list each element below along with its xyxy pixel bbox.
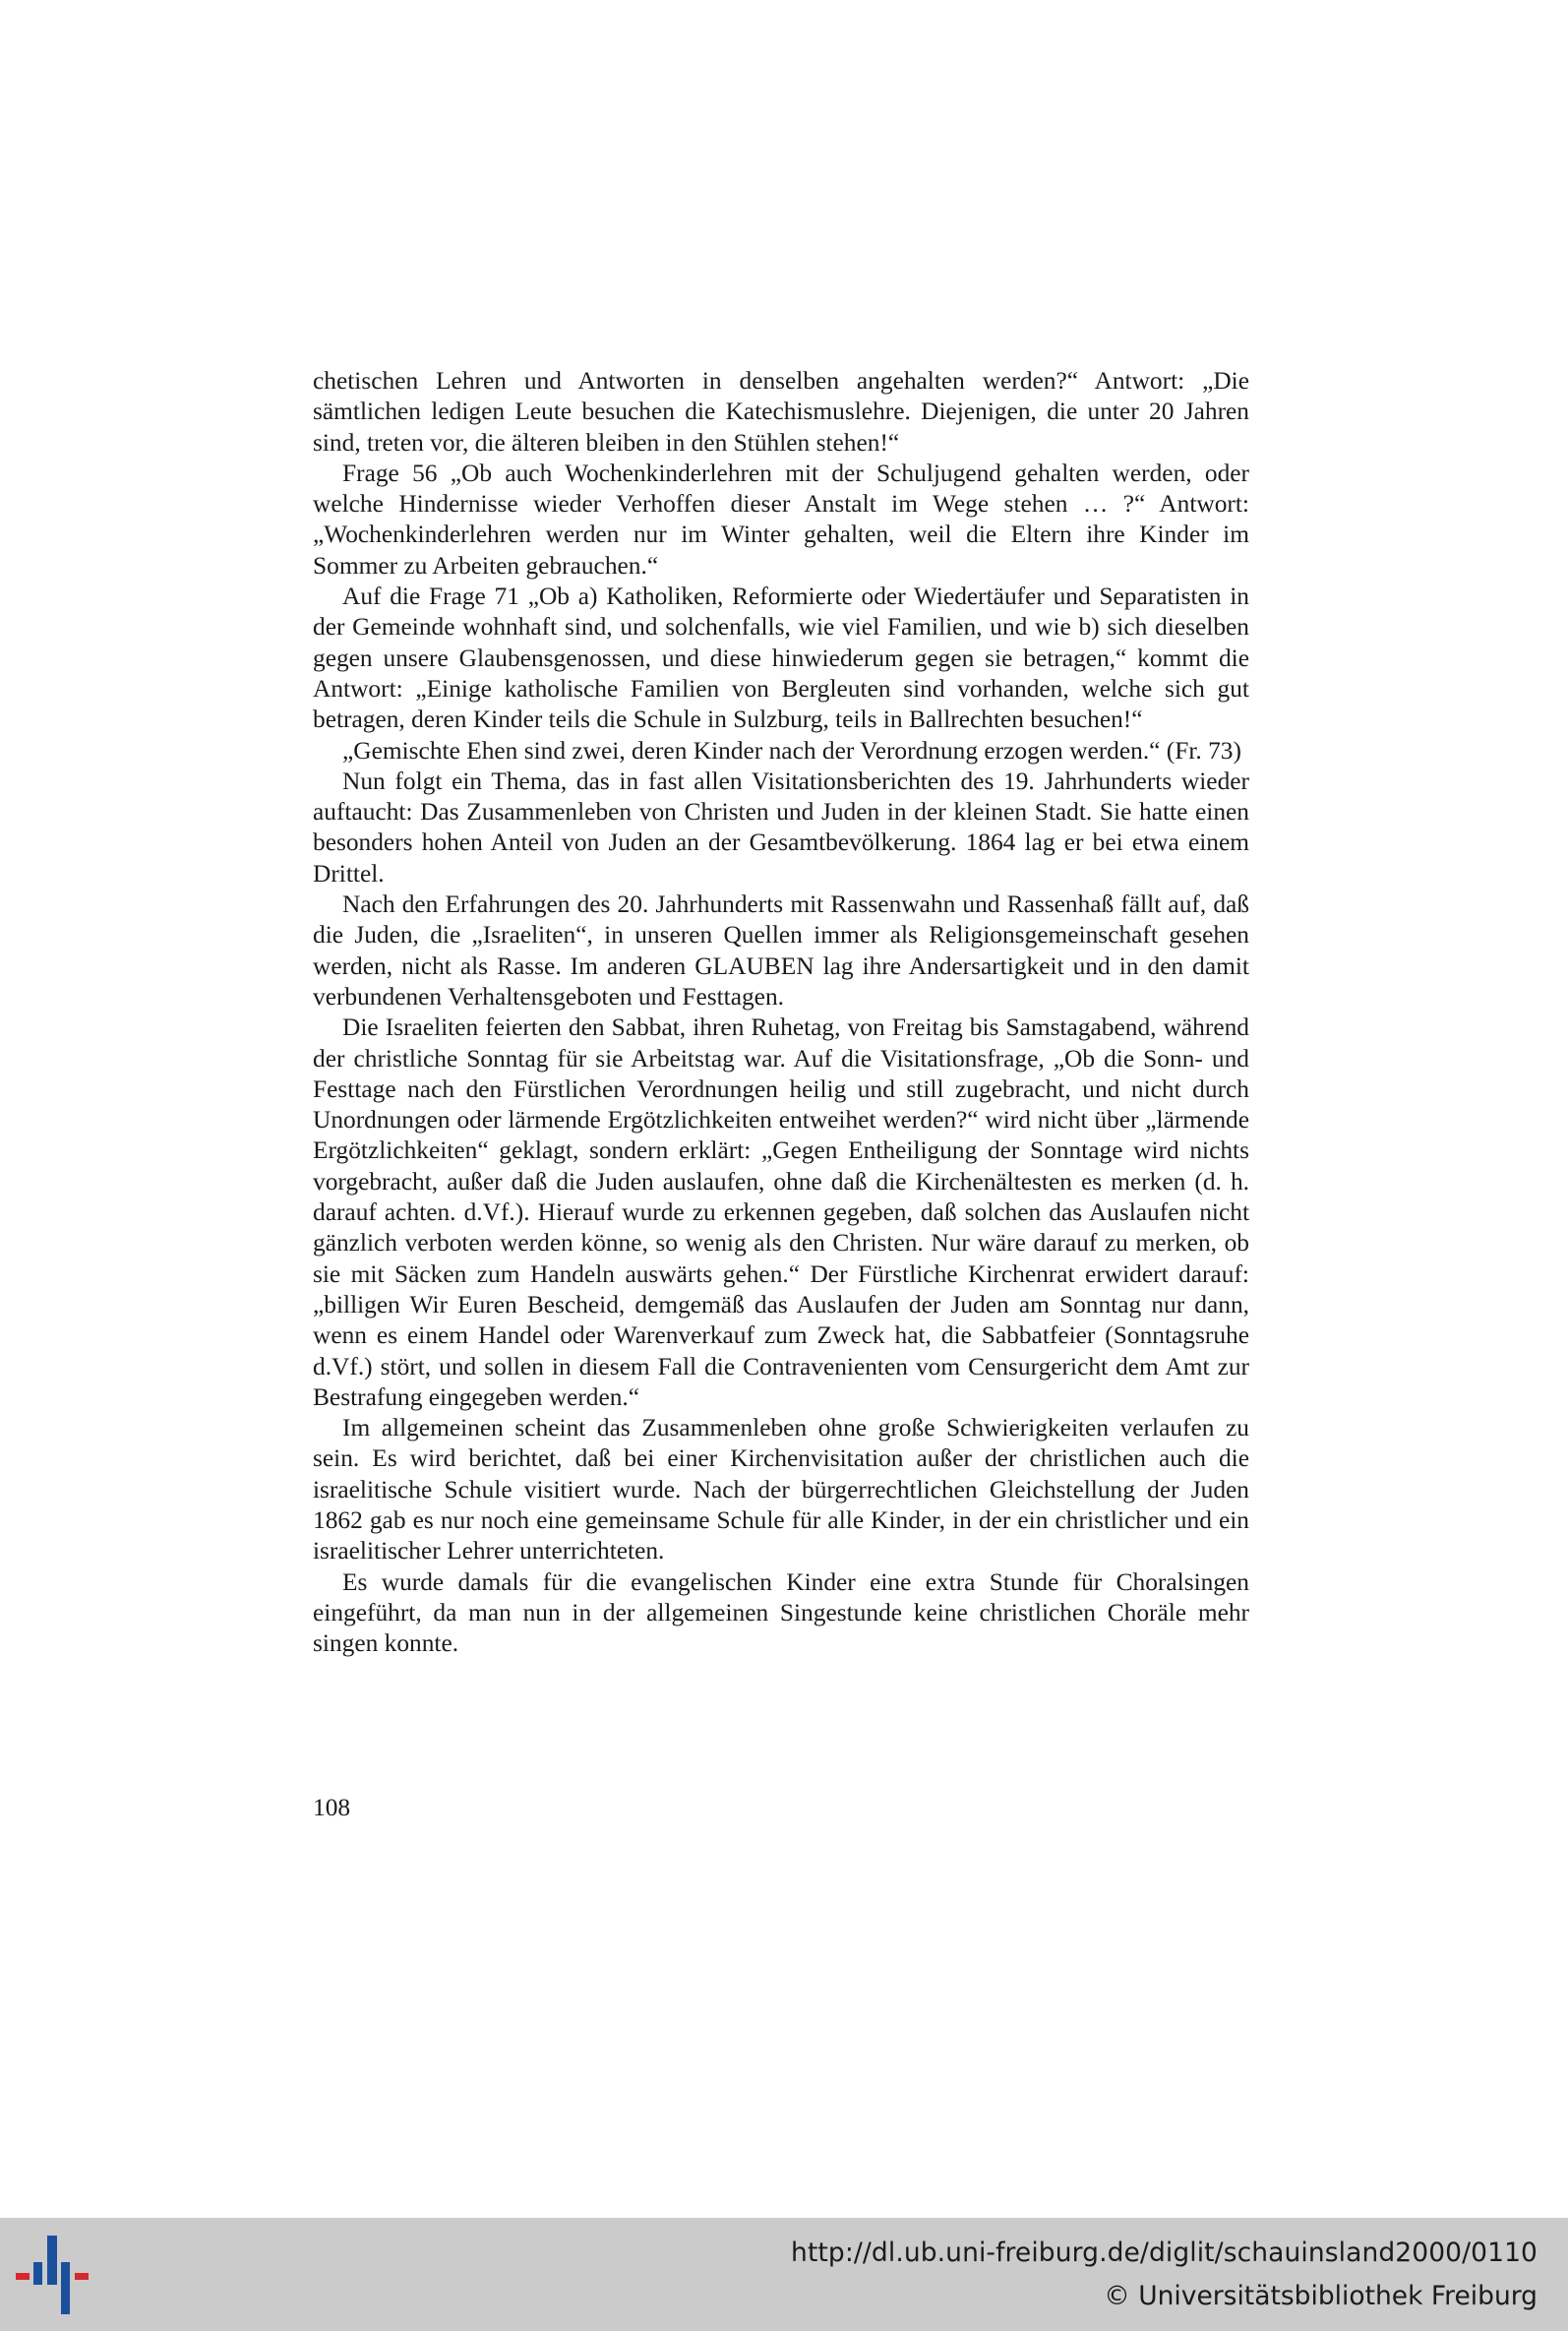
logo-blue-tall-bar bbox=[47, 2236, 57, 2285]
paragraph-6: Nach den Erfahrungen des 20. Jahrhunderts mit Rassenwahn und Rassenhaß fällt auf, daß die Juden, die „Israeliten“, in unseren Quellen immer als Religionsgemeinschaft gesehen werden, nicht als Rasse. Im anderen GLAUBEN lag ihre Andersartigkeit und in den damit verbundenen Verhaltensgeboten und Festtagen. bbox=[313, 890, 1249, 1011]
logo-blue-short-bar bbox=[33, 2262, 42, 2285]
logo-red-right-bar bbox=[75, 2273, 89, 2280]
paragraph-1: chetischen Lehren und Antworten in denselben angehalten werden?“ Antwort: „Die sämtlichen ledigen Leute besuchen die Katechismuslehre. Diejenigen, die unter 20 Jahren sind, treten vor, die älteren bleiben in den Stühlen stehen!“ bbox=[313, 367, 1249, 457]
page-number: 108 bbox=[313, 1794, 351, 1821]
paragraph-9: Es wurde damals für die evangelischen Kinder eine extra Stunde für Choralsingen eingeführt, da man nun in der allgemeinen Singestunde keine christlichen Choräle mehr singen konnte. bbox=[313, 1567, 1249, 1658]
paragraph-3: Auf die Frage 71 „Ob a) Katholiken, Reformierte oder Wiedertäufer und Separatisten in der Gemeinde wohnhaft sind, und solchenfalls, wie viel Familien, und wie b) sich dieselben gegen unsere Glaubensgenossen, und diese hinwiederum gegen sie betragen,“ kommt die Antwort: „Einige katholische Familien von Bergleuten sind vorhanden, welche sich gut betragen, deren Kinder teils die Schule in Sulzburg, teils in Ballrechten besuchen!“ bbox=[313, 583, 1249, 734]
paragraph-8: Im allgemeinen scheint das Zusammenleben ohne große Schwierigkeiten verlaufen zu sein. Es wird berichtet, daß bei einer Kirchenvisitation außer der christlichen auch die israelitische Schule visitiert wurde. Nach der bürgerrechtlichen Gleichstellung der Juden 1862 gab es nur noch eine gemeinsame Schule für alle Kinder, in der ein christlicher und ein israelitischer Lehrer unterrichteten. bbox=[313, 1414, 1249, 1565]
paragraph-4: „Gemischte Ehen sind zwei, deren Kinder nach der Verordnung erzogen werden.“ (Fr. 73) bbox=[342, 736, 1241, 765]
logo-blue-bottom-bar bbox=[61, 2262, 70, 2314]
footer-copyright: © Universitätsbibliothek Freiburg bbox=[1104, 2281, 1538, 2311]
ub-freiburg-logo-icon bbox=[16, 2233, 98, 2317]
paragraph-5: Nun folgt ein Thema, das in fast allen Visitationsberichten des 19. Jahrhunderts wieder auftaucht: Das Zusammenleben von Christen und Juden in der kleinen Stadt. Sie hatte einen besonders hohen Anteil von Juden an der Gesamtbevölkerung. 1864 lag er bei etwa einem Drittel. bbox=[313, 767, 1249, 888]
footer-bar bbox=[0, 2218, 1568, 2331]
paragraph-7: Die Israeliten feierten den Sabbat, ihren Ruhetag, von Freitag bis Samstagabend, während der christliche Sonntag für sie Arbeitstag war. Auf die Visitationsfrage, „Ob die Sonn- und Festtage nach den Fürstlichen Verordnungen heilig und still zugebracht, und nicht durch Unordnungen oder lärmende Ergötzlichkeiten entweihet werden?“ wird nicht über „lärmende Ergötzlichkeiten“ geklagt, sondern erklärt: „Gegen Entheiligung der Sonntage wird nichts vorgebracht, außer daß die Juden auslaufen, ohne daß die Kirchenältesten es merken (d. h. darauf achten. d.Vf.). Hierauf wurde zu erkennen gegeben, daß solchen das Auslaufen nicht gänzlich verboten werden könne, so wenig als den Christen. Nur wäre darauf zu merken, ob sie mit Säcken zum Handeln auswärts gehen.“ Der Fürstliche Kirchenrat erwidert darauf: „billigen Wir Euren Bescheid, demgemäß das Auslaufen der Juden am Sonntag nur dann, wenn es einem Handel oder Warenverkauf zum Zweck hat, die Sabbatfeier (Sonntagsruhe d.Vf.) stört, und sollen in diesem Fall die Contravenienten vom Censurgericht dem Amt zur Bestrafung eingegeben werden.“ bbox=[313, 1013, 1249, 1411]
footer-url-link[interactable]: http://dl.ub.uni-freiburg.de/diglit/schauinsland2000/0110 bbox=[791, 2238, 1538, 2268]
logo-red-left-bar bbox=[16, 2273, 30, 2280]
paragraph-2: Frage 56 „Ob auch Wochenkinderlehren mit der Schuljugend gehalten werden, oder welche Hindernisse wieder Verhoffen dieser Anstalt im Wege stehen … ?“ Antwort: „Wochenkinderlehren werden nur im Winter gehalten, weil die Eltern ihre Kinder im Sommer zu Arbeiten gebrauchen.“ bbox=[313, 459, 1249, 580]
page-body bbox=[313, 366, 1249, 1659]
